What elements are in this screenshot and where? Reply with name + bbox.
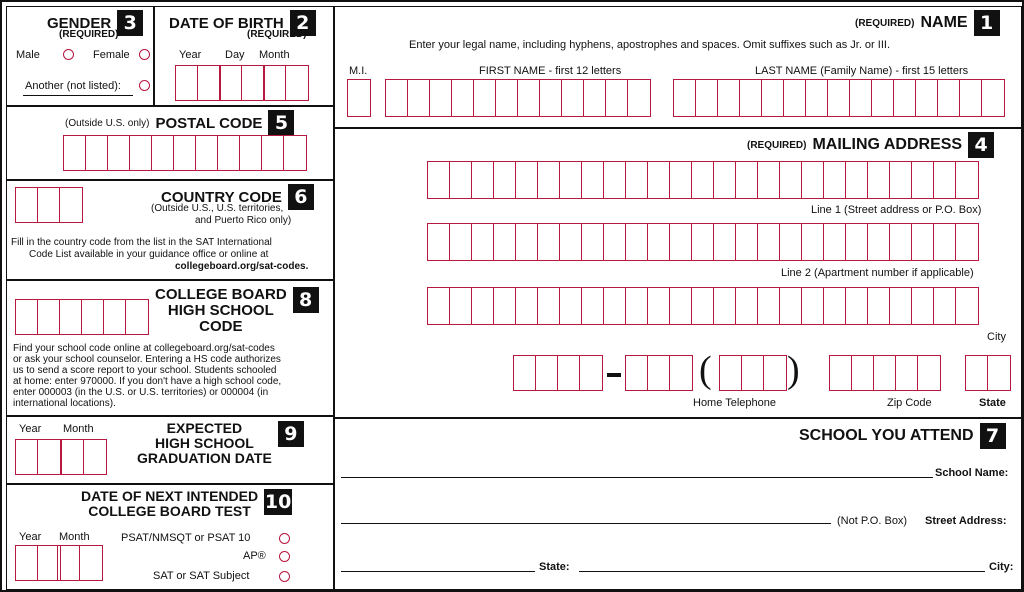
school-city-label: City:	[989, 561, 1014, 573]
dob-required: (REQUIRED)	[247, 29, 307, 40]
school-street-label: Street Address:	[925, 515, 1007, 527]
dob-section	[154, 6, 334, 106]
section-number-5: 5	[268, 110, 294, 136]
phone-dash	[607, 373, 621, 377]
grad-section	[6, 416, 334, 484]
gender-section	[6, 6, 154, 106]
zip-label: Zip Code	[887, 397, 932, 409]
hscode-title2: HIGH SCHOOL	[167, 302, 274, 319]
mi-label: M.I.	[349, 65, 368, 77]
gender-another-radio[interactable]	[139, 80, 150, 91]
mi-box[interactable]	[347, 79, 371, 117]
postal-note: (Outside U.S. only)	[65, 117, 150, 129]
state-boxes[interactable]	[965, 355, 1011, 391]
hscode-title1: COLLEGE BOARD	[155, 286, 287, 303]
address-line1-boxes[interactable]	[427, 161, 979, 199]
school-state-line[interactable]	[341, 571, 535, 572]
nexttest-year-label: Year	[19, 531, 42, 543]
sat-radio[interactable]	[279, 571, 290, 582]
country-section	[6, 180, 334, 280]
zip-boxes[interactable]	[829, 355, 941, 391]
city-label: City	[987, 331, 1006, 343]
school-street-line[interactable]	[341, 523, 831, 524]
hscode-help5: enter 000003 (in the U.S. or U.S. territories) or 000004 (in	[13, 387, 269, 398]
school-section	[334, 418, 1022, 590]
section-number-7: 7	[980, 423, 1006, 449]
phone-label: Home Telephone	[693, 397, 776, 409]
section-number-9: 9	[278, 421, 304, 447]
nexttest-month-boxes[interactable]	[57, 545, 103, 581]
hscode-help2: or ask your school counselor. Entering a HS code authorizes	[13, 354, 281, 365]
country-help3: collegeboard.org/sat-codes.	[175, 261, 309, 272]
phone-area-boxes[interactable]	[719, 355, 787, 391]
section-number-2: 2	[290, 10, 316, 36]
hscode-help3: us to send a score report to your school. Students schooled	[13, 365, 277, 376]
nexttest-year-boxes[interactable]	[15, 545, 61, 581]
gender-male-radio[interactable]	[63, 49, 74, 60]
postal-section	[6, 106, 334, 180]
grad-title1: EXPECTED	[166, 420, 243, 436]
gender-another-line[interactable]	[23, 95, 133, 96]
hscode-help1: Find your school code online at collegeboard.org/sat-codes	[13, 343, 275, 354]
country-help2: Code List available in your guidance office or online at	[29, 249, 269, 260]
country-note2: and Puerto Rico only)	[195, 215, 292, 226]
country-help1: Fill in the country code from the list in the SAT International	[11, 237, 272, 248]
dob-year-label: Year	[179, 49, 202, 61]
gender-title: GENDER	[47, 14, 112, 32]
section-number-8: 8	[293, 287, 319, 313]
school-state-label: State:	[539, 561, 570, 573]
name-required: (REQUIRED)	[855, 17, 915, 29]
address-line1-label: Line 1 (Street address or P.O. Box)	[811, 204, 982, 216]
grad-title3: GRADUATION DATE	[137, 450, 272, 466]
address-required: (REQUIRED)	[747, 139, 807, 151]
school-name-label: School Name:	[935, 467, 1009, 479]
first-name-boxes[interactable]	[385, 79, 651, 117]
school-city-line[interactable]	[579, 571, 985, 572]
section-number-3: 3	[117, 10, 143, 36]
hscode-help4: at home: enter 970000. If you don't have a high school code,	[13, 376, 282, 387]
section-number-4: 4	[968, 132, 994, 158]
phone-number-boxes[interactable]	[513, 355, 603, 391]
phone-paren-right: )	[787, 349, 800, 391]
nexttest-title2: COLLEGE BOARD TEST	[88, 503, 251, 519]
dob-day-boxes[interactable]	[219, 65, 265, 101]
section-number-10: 10	[264, 491, 292, 513]
hscode-help6: international locations).	[13, 398, 116, 409]
gender-male-label: Male	[16, 49, 40, 61]
name-instruction: Enter your legal name, including hyphens, apostrophes and spaces. Omit suffixes such as Jr. or III.	[409, 39, 890, 51]
section-number-1: 1	[974, 10, 1000, 36]
hscode-title3: CODE	[199, 318, 243, 335]
address-section	[334, 128, 1022, 418]
grad-year-label: Year	[19, 423, 42, 435]
grad-title2: HIGH SCHOOL	[155, 435, 254, 451]
grad-month-label: Month	[63, 423, 94, 435]
school-street-note: (Not P.O. Box)	[837, 515, 908, 527]
postal-code-boxes[interactable]	[63, 135, 307, 171]
city-boxes[interactable]	[427, 287, 979, 325]
nexttest-month-label: Month	[59, 531, 90, 543]
gender-another-label: Another (not listed):	[25, 80, 121, 92]
psat-radio[interactable]	[279, 533, 290, 544]
country-title: COUNTRY CODE	[161, 188, 282, 206]
gender-female-radio[interactable]	[139, 49, 150, 60]
phone-prefix-boxes[interactable]	[625, 355, 693, 391]
dob-day-label: Day	[225, 49, 245, 61]
nexttest-section	[6, 484, 334, 590]
psat-label: PSAT/NMSQT or PSAT 10	[121, 532, 251, 544]
postal-title: POSTAL CODE	[155, 114, 263, 132]
dob-year-boxes[interactable]	[175, 65, 221, 101]
hscode-boxes[interactable]	[15, 299, 149, 335]
state-label: State	[979, 397, 1006, 409]
dob-month-boxes[interactable]	[263, 65, 309, 101]
section-number-6: 6	[288, 184, 314, 210]
nexttest-title1: DATE OF NEXT INTENDED	[81, 488, 259, 504]
address-line2-label: Line 2 (Apartment number if applicable)	[781, 267, 974, 279]
ap-label: AP®	[243, 550, 266, 562]
address-line2-boxes[interactable]	[427, 223, 979, 261]
hscode-section	[6, 280, 334, 416]
sat-label: SAT or SAT Subject	[153, 570, 250, 582]
dob-title: DATE OF BIRTH	[169, 14, 284, 32]
country-code-boxes[interactable]	[15, 187, 83, 223]
name-section	[334, 6, 1022, 128]
phone-paren-left: (	[699, 349, 712, 391]
ap-radio[interactable]	[279, 551, 290, 562]
first-name-label: FIRST NAME - first 12 letters	[479, 65, 622, 77]
school-name-line[interactable]	[341, 477, 933, 478]
country-note1: (Outside U.S., U.S. territories,	[151, 203, 284, 214]
last-name-label: LAST NAME (Family Name) - first 15 letters	[755, 65, 969, 77]
grad-year-boxes[interactable]	[15, 439, 61, 475]
last-name-boxes[interactable]	[673, 79, 1005, 117]
address-title: MAILING ADDRESS	[812, 136, 963, 153]
gender-female-label: Female	[93, 49, 130, 61]
grad-month-boxes[interactable]	[61, 439, 107, 475]
dob-month-label: Month	[259, 49, 290, 61]
gender-required: (REQUIRED)	[59, 29, 119, 40]
school-title: SCHOOL YOU ATTEND	[799, 427, 974, 444]
name-title: NAME	[920, 14, 968, 31]
